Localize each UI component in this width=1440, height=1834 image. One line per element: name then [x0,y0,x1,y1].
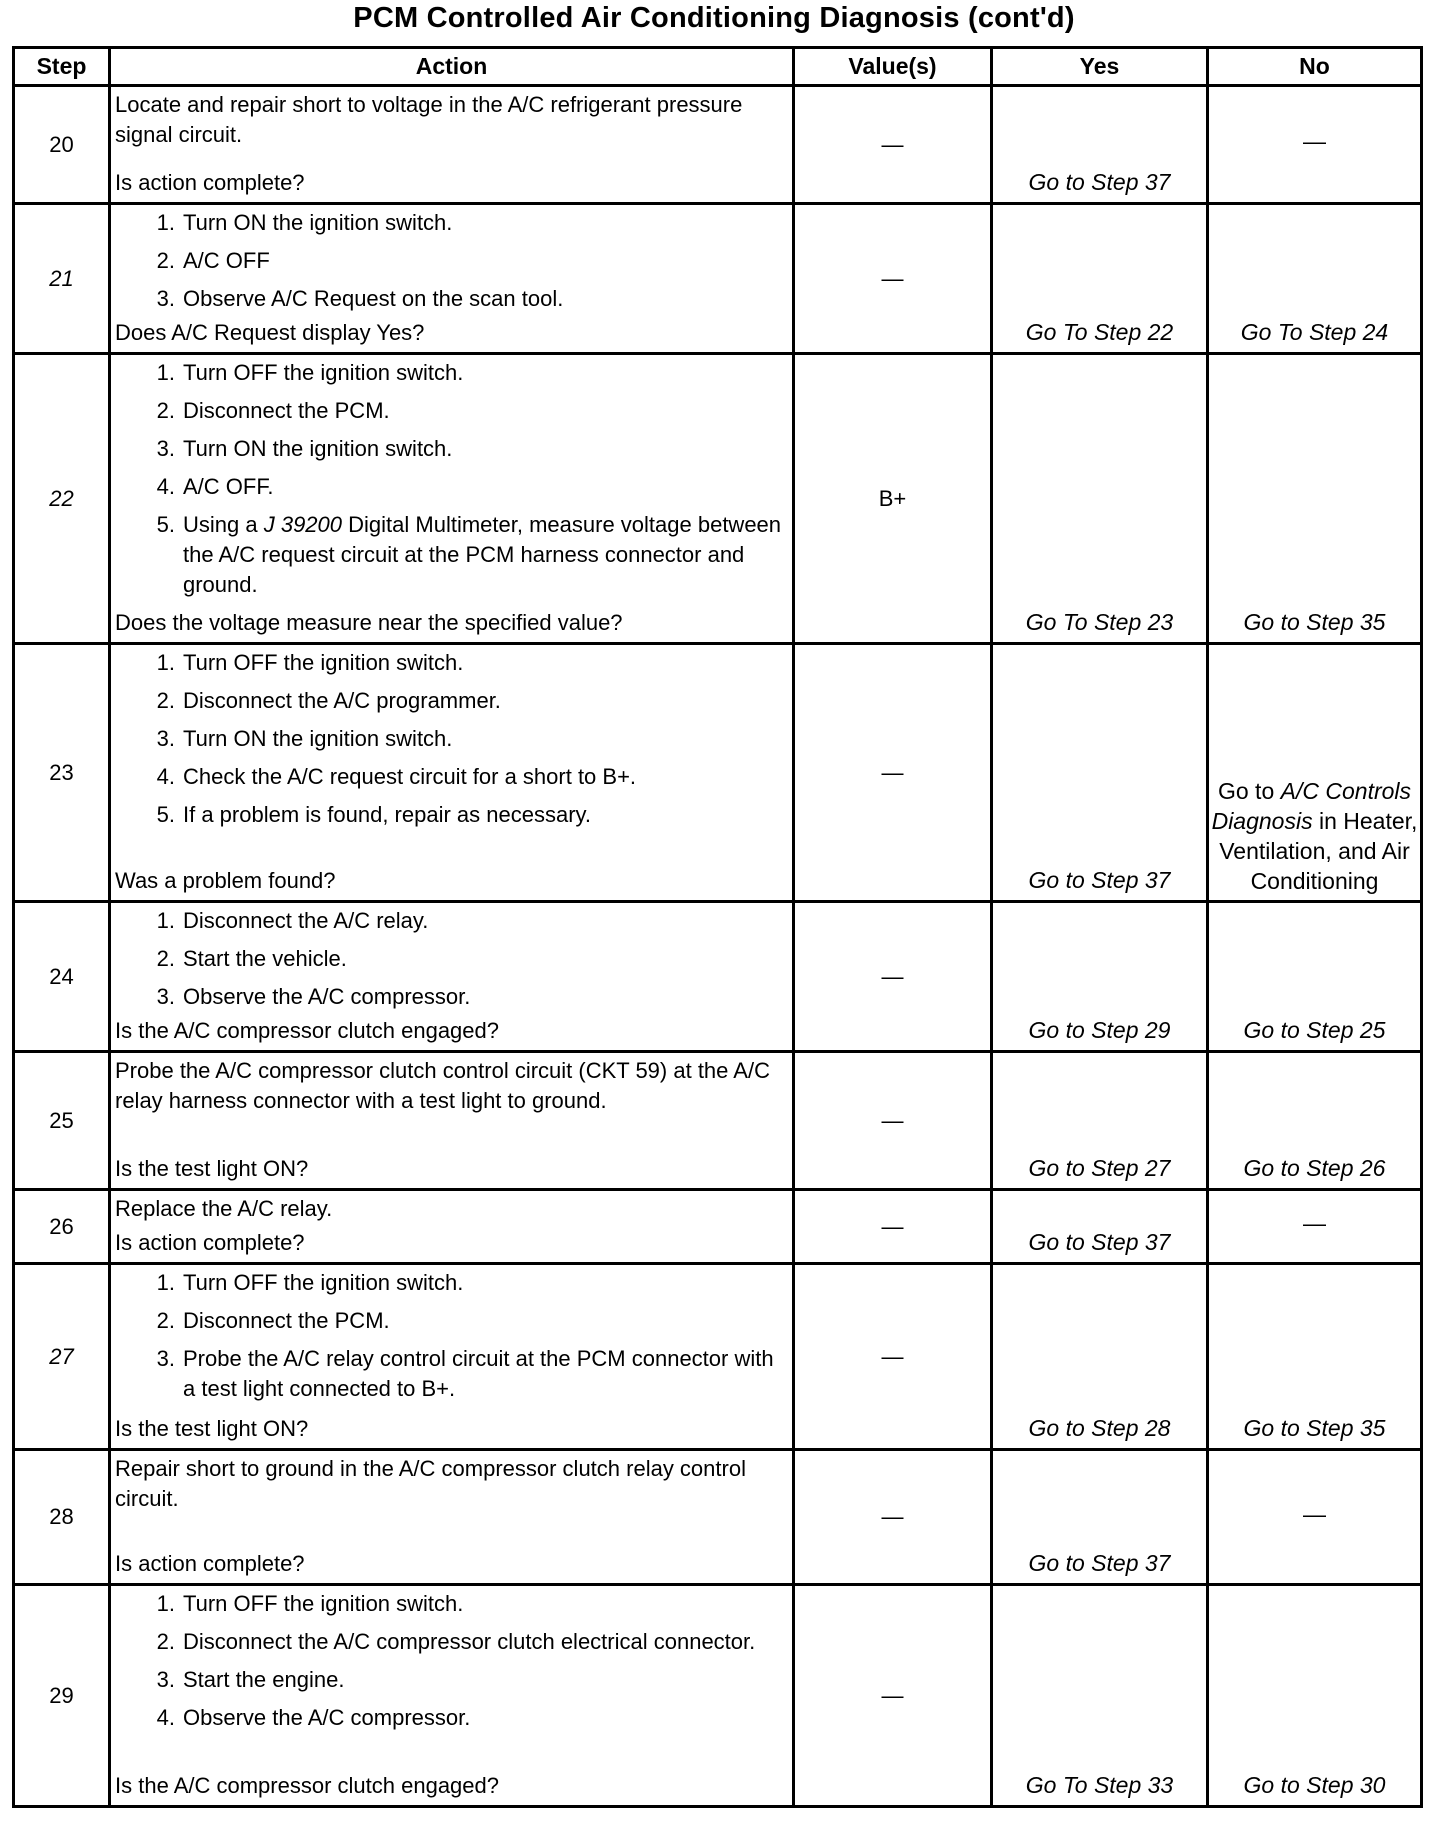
no-cell: — [1208,86,1422,204]
action-text: Repair short to ground in the A/C compressor clutch relay control circuit. [115,1456,746,1511]
list-item: 1. Turn OFF the ignition switch. [156,1270,464,1295]
action-question: Is the A/C compressor clutch engaged? [115,1773,499,1798]
action-cell [110,1450,794,1585]
list-item: 1. Turn OFF the ignition switch. [156,360,464,385]
list-item: 1. Turn ON the ignition switch. [156,210,453,235]
step-number: 29 [14,1585,110,1807]
table-row [14,354,1422,644]
value-cell: — [794,1052,992,1190]
action-steps [115,1268,786,1404]
action-question: Does the voltage measure near the specified value? [115,610,623,635]
list-item: 3. Turn ON the ignition switch. [156,726,453,751]
action-cell [110,354,794,644]
header-action: Action [110,48,794,86]
yes-cell: Go to Step 29 [992,902,1208,1052]
action-steps [115,1589,786,1733]
list-item: 3. Start the engine. [156,1667,345,1692]
action-steps [115,648,786,830]
list-item: 2. Disconnect the PCM. [156,398,390,423]
action-text: Probe the A/C compressor clutch control circuit (CKT 59) at the A/C relay harness connector with a test light to ground. [115,1058,770,1113]
list-item: 3. Observe the A/C compressor. [156,984,471,1009]
value-cell: — [794,1190,992,1264]
value-cell: — [794,1264,992,1450]
value-cell: — [794,1450,992,1585]
no-cell: — [1208,1190,1422,1264]
action-cell [110,644,794,902]
no-cell: Go To Step 24 [1208,204,1422,354]
step-number: 28 [14,1450,110,1585]
action-cell [110,204,794,354]
list-item: 4. A/C OFF. [156,474,274,499]
table-row [14,1264,1422,1450]
table-row [14,86,1422,204]
action-text: Replace the A/C relay. [115,1196,333,1221]
yes-cell: Go to Step 28 [992,1264,1208,1450]
value-cell: — [794,902,992,1052]
action-question: Is action complete? [115,1230,305,1255]
no-cell: Go to Step 30 [1208,1585,1422,1807]
action-question: Is action complete? [115,1551,305,1576]
header-step: Step [14,48,110,86]
no-cell: — [1208,1450,1422,1585]
table-row [14,1190,1422,1264]
table-row [14,1450,1422,1585]
yes-cell: Go to Step 37 [992,644,1208,902]
step-number: 26 [14,1190,110,1264]
yes-cell: Go To Step 23 [992,354,1208,644]
list-item: 2. Disconnect the A/C compressor clutch electrical connector. [156,1629,756,1654]
table-row [14,1585,1422,1807]
yes-cell: Go To Step 22 [992,204,1208,354]
step-number: 22 [14,354,110,644]
list-item: 4. Observe the A/C compressor. [156,1705,471,1730]
list-item: 3. Observe A/C Request on the scan tool. [156,286,564,311]
action-cell [110,1264,794,1450]
page-title: PCM Controlled Air Conditioning Diagnosis (cont'd) [353,2,1075,34]
action-question: Was a problem found? [115,868,336,893]
yes-cell: Go to Step 37 [992,1190,1208,1264]
step-number: 24 [14,902,110,1052]
action-text: Locate and repair short to voltage in the A/C refrigerant pressure signal circuit. [115,92,743,147]
value-cell: — [794,204,992,354]
action-question: Is the test light ON? [115,1156,309,1181]
action-cell [110,1585,794,1807]
action-question: Is action complete? [115,170,305,195]
value-cell: B+ [794,354,992,644]
step-number: 27 [14,1264,110,1450]
list-item: 2. Start the vehicle. [156,946,347,971]
action-cell [110,86,794,204]
yes-cell: Go To Step 33 [992,1585,1208,1807]
list-item: 2. Disconnect the A/C programmer. [156,688,501,713]
list-item: 1. Turn OFF the ignition switch. [156,650,464,675]
action-steps [115,906,786,1012]
tool-reference: J 39200 [263,512,343,537]
table-row [14,644,1422,902]
list-item: 2. A/C OFF [156,248,270,273]
diagnosis-table [12,46,1423,1808]
cross-reference: A/C Controls Diagnosis [1211,778,1412,834]
header-yes: Yes [992,48,1208,86]
value-cell: — [794,644,992,902]
action-cell [110,902,794,1052]
action-question: Does A/C Request display Yes? [115,320,425,345]
yes-cell: Go to Step 27 [992,1052,1208,1190]
list-item: 5. If a problem is found, repair as necessary. [156,802,592,827]
action-question: Is the test light ON? [115,1416,309,1441]
no-cell: Go to A/C Controls Diagnosis in Heater, Ventilation, and Air Conditioning [1208,644,1422,902]
action-cell [110,1052,794,1190]
list-item: 1. Turn OFF the ignition switch. [156,1591,464,1616]
no-cell: Go to Step 26 [1208,1052,1422,1190]
value-cell: — [794,86,992,204]
step-number: 20 [14,86,110,204]
header-no: No [1208,48,1422,86]
list-item: 3. Probe the A/C relay control circuit at the PCM connector with a test light connected to B+. [156,1346,774,1401]
list-item: 2. Disconnect the PCM. [156,1308,390,1333]
step-number: 23 [14,644,110,902]
list-item: 3. Turn ON the ignition switch. [156,436,453,461]
no-cell: Go to Step 25 [1208,902,1422,1052]
no-cell: Go to Step 35 [1208,1264,1422,1450]
step-number: 25 [14,1052,110,1190]
yes-cell: Go to Step 37 [992,1450,1208,1585]
action-cell [110,1190,794,1264]
yes-cell: Go to Step 37 [992,86,1208,204]
value-cell: — [794,1585,992,1807]
action-steps [115,208,786,314]
no-cell: Go to Step 35 [1208,354,1422,644]
step-number: 21 [14,204,110,354]
list-item: 4. Check the A/C request circuit for a short to B+. [156,764,637,789]
table-row [14,902,1422,1052]
list-item: 1. Disconnect the A/C relay. [156,908,429,933]
table-row [14,1052,1422,1190]
list-item: 5. Using a J 39200 Digital Multimeter, measure voltage between the A/C request circuit at the PCM harness connector and ground. [156,512,782,597]
action-steps [115,358,786,600]
header-values: Value(s) [794,48,992,86]
header-row [14,48,1422,86]
action-question: Is the A/C compressor clutch engaged? [115,1018,499,1043]
table-row [14,204,1422,354]
